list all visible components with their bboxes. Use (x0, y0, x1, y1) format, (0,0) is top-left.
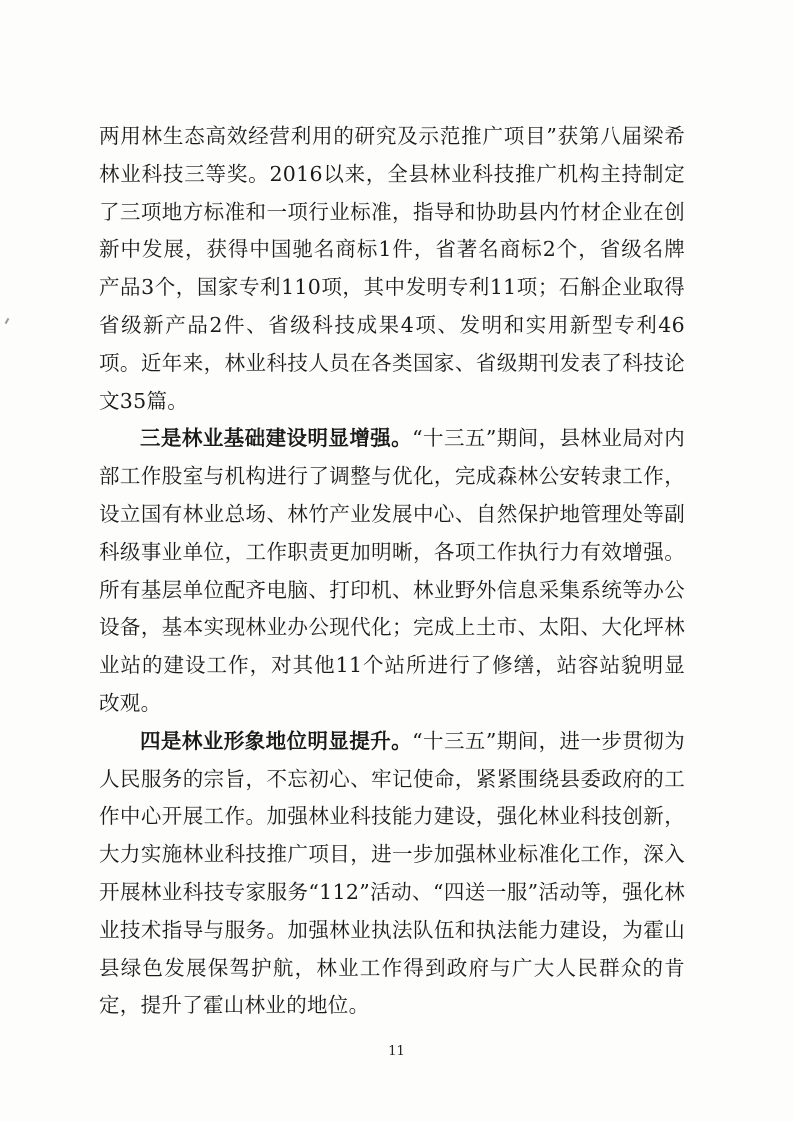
paragraph-text: 两用林生态高效经营利用的研究及示范推广项目”获第八届梁希林业科技三等奖。2016以来，全县林业科技推广机构主持制定了三项地方标准和一项行业标准，指导和协助县内竹材企业在创新中发展，获得中国驰名商标1件，省著名商标2个，省级名牌产品3个，国家专利110项，其中发明专利11项；石斛企业取得省级新产品2件、省级科技成果4项、发明和实用新型专利46项。近年来，林业科技人员在各类国家、省级期刊发表了科技论文35篇。 (99, 124, 685, 413)
paragraph-continuation (99, 118, 685, 420)
page-number: 11 (388, 1044, 405, 1059)
paragraph-text: “十三五”期间，县林业局对内部工作股室与机构进行了调整与优化，完成森林公安转隶工作，设立国有林业总场、林竹产业发展中心、自然保护地管理处等副科级事业单位，工作职责更加明晰，各项工作执行力有效增强。所有基层单位配齐电脑、打印机、林业野外信息采集系统等办公设备，基本实现林业办公现代化；完成上土市、太阳、大化坪林业站的建设工作，对其他11个站所进行了修缮，站容站貌明显改观。 (99, 426, 685, 715)
paragraph-image-status (99, 723, 685, 1025)
paragraph-text: “十三五”期间，进一步贯彻为人民服务的宗旨，不忘初心、牢记使命，紧紧围绕县委政府的工作中心开展工作。加强林业科技能力建设，强化林业科技创新，大力实施林业科技推广项目，进一步加强林业标准化工作，深入开展林业科技专家服务“112”活动、“四送一服”活动等，强化林业技术指导与服务。加强林业执法队伍和执法能力建设，为霍山县绿色发展保驾护航，林业工作得到政府与广大人民群众的肯定，提升了霍山林业的地位。 (99, 728, 685, 1018)
paragraph-lead-heading: 四是林业形象地位明显提升。 (140, 728, 413, 753)
scan-speck (5, 318, 10, 324)
body-text (99, 118, 685, 1025)
paragraph-infrastructure (99, 420, 685, 722)
paragraph-lead-heading: 三是林业基础建设明显增强。 (140, 426, 413, 451)
